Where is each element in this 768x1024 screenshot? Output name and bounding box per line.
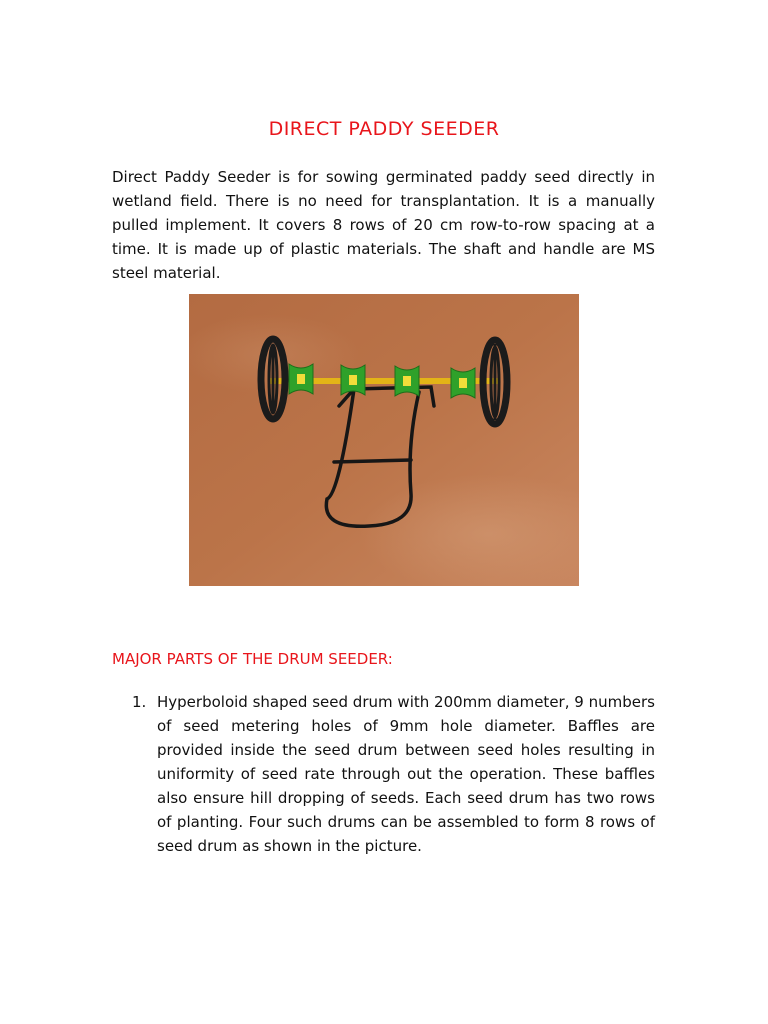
list-item — [112, 690, 655, 858]
list-item-number: 1. — [132, 693, 147, 711]
seed-drum — [289, 364, 313, 394]
seed-drum — [451, 368, 475, 398]
parts-list — [112, 690, 655, 858]
intro-paragraph: Direct Paddy Seeder is for sowing germinated paddy seed directly in wetland field. There is no need for transplantation. It is a manually pulled implement. It covers 8 rows of 20 cm row-to-row spacing at a time. It is made up of plastic materials. The shaft and handle are MS steel material. — [112, 168, 655, 282]
page-title: DIRECT PADDY SEEDER — [268, 118, 500, 140]
seed-drum — [341, 365, 365, 395]
parts-heading: MAJOR PARTS OF THE DRUM SEEDER: — [112, 650, 393, 668]
drum-seeder-photo — [189, 294, 579, 586]
seed-drum — [395, 366, 419, 396]
list-item-text: Hyperboloid shaped seed drum with 200mm diameter, 9 numbers of seed metering holes of 9mm hole diameter. Baffles are provided inside the seed drum between seed holes resulting in uniformity of seed rate through out the operation. These baffles also ensure hill dropping of seeds. Each seed drum has two rows of planting. Four such drums can be assembled to form 8 rows of seed drum as shown in the picture. — [157, 693, 655, 855]
